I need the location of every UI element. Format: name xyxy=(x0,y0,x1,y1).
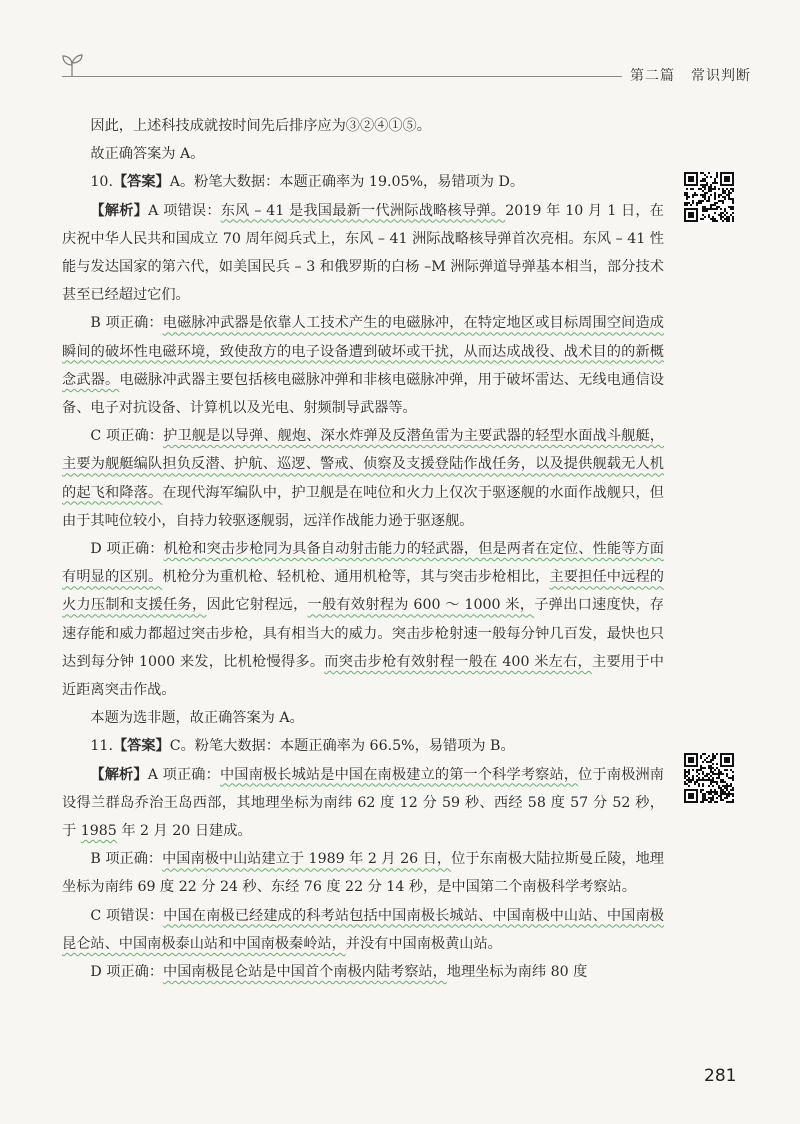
highlighted-text: 1985 xyxy=(80,823,117,840)
qr-code-icon[interactable] xyxy=(684,172,734,222)
text: 位于东南极大陆拉斯曼丘陵，地理坐标为南纬 69 度 22 分 24 秒、东经 76 度 22 分 14 秒，是中国第二个南极科学考察站。 xyxy=(62,851,664,896)
highlighted-text: 中国南极昆仑站是中国首个南极内陆考察站， xyxy=(163,964,447,981)
highlighted-text: 电磁脉冲武器是依靠人工技术产生的电磁脉冲，在特定地区或目标周围空间造成瞬间的破坏性电磁环境，致使敌方的电子设备遭到破坏或干扰，从而达成战役、战术目的的新概念武器。 xyxy=(62,315,664,388)
paragraph xyxy=(62,761,664,846)
paragraph xyxy=(62,309,664,422)
section-title xyxy=(630,65,751,85)
page-number: 281 xyxy=(704,1066,737,1086)
text: 主要用于中近距离突击作战。 xyxy=(62,653,664,699)
section-name: 常识判断 xyxy=(691,68,751,84)
text: 在现代海军编队中，护卫舰是在吨位和火力上仅次于驱逐舰的水面作战舰只，但由于其吨位较小，自持力较驱逐舰弱，远洋作战能力逊于驱逐舰。 xyxy=(62,484,664,529)
header-rule xyxy=(62,76,622,77)
text: D 项正确： xyxy=(90,964,164,981)
paragraph xyxy=(62,704,664,732)
text: 位于南极洲南设得兰群岛乔治王岛西部，其地理坐标为南纬 62 度 12 分 59 秒、西经 58 度 57 分 52 秒，于 xyxy=(62,766,664,840)
text: C。粉笔大数据：本题正确率为 66.5%，易错项为 B。 xyxy=(169,738,515,755)
highlighted-text: 中国南极中山站建立于 1989 年 2 月 26 日， xyxy=(162,851,452,868)
text: A 项错误： xyxy=(148,202,221,219)
highlighted-text: 中国南极长城站是中国在南极建立的第一个科学考察站， xyxy=(219,766,579,783)
text: 年 2 月 20 日建成。 xyxy=(116,823,252,840)
paragraph xyxy=(62,197,664,310)
text: 故正确答案为 A。 xyxy=(90,146,205,163)
paragraph xyxy=(62,902,664,958)
text: A 项正确： xyxy=(147,766,220,783)
answer-heading-11 xyxy=(62,732,664,760)
text: 并没有中国南极黄山站。 xyxy=(345,935,502,952)
text: C 项正确： xyxy=(90,428,164,445)
sprout-icon xyxy=(60,50,84,78)
highlighted-text: 而突击步枪有效射程一般在 400 米左右， xyxy=(324,653,593,670)
text: 本题为选非题，故正确答案为 A。 xyxy=(90,710,304,727)
text: 地理坐标为南纬 80 度 xyxy=(446,964,588,981)
answer-label: 【答案】 xyxy=(112,738,170,755)
paragraph xyxy=(62,112,664,140)
paragraph xyxy=(62,140,664,168)
text: C 项错误： xyxy=(90,907,164,924)
question-number: 10. xyxy=(90,174,113,191)
answer-explanation xyxy=(62,112,664,986)
paragraph xyxy=(62,845,664,901)
text: 因此它射程远， xyxy=(206,597,308,614)
text: D 项正确： xyxy=(90,541,164,558)
highlighted-text: 中国在南极已经建成的科考站包括中国南极长城站、中国南极中山站、中国南极昆仑站、中国南极泰山站和中国南极秦岭站， xyxy=(62,907,664,952)
text: 因此，上述科技成就按时间先后排序应为③②④①⑤。 xyxy=(90,118,431,134)
paragraph xyxy=(62,958,664,986)
highlighted-text: 机枪和突击步枪同为具备自动射击能力的轻武器，但是两者在定位、性能等方面有明显的区别。 xyxy=(62,541,664,586)
highlighted-text: 东风 – 41 是我国最新一代洲际战略核导弹。 xyxy=(220,202,506,219)
text: 子弹出口速度快，存速存能和威力都超过突击步枪，具有相当大的威力。突击步枪射速一般每分钟几百发，最快也只达到每分钟 1000 来发，比机枪慢得多。 xyxy=(62,597,664,670)
text: B 项正确： xyxy=(90,851,163,868)
qr-code-icon[interactable] xyxy=(684,753,734,803)
paragraph xyxy=(62,422,664,535)
highlighted-text: 一般有效射程为 600 ～ 1000 米， xyxy=(307,597,535,614)
analysis-label: 【解析】 xyxy=(90,766,148,783)
analysis-label: 【解析】 xyxy=(90,202,149,219)
text: 2019 年 10 月 1 日，在庆祝中华人民共和国成立 70 周年阅兵式上，东风 – 41 洲际战略核导弹首次亮相。东风 – 41 性能与发达国家的第六代，如美国民兵 – 3 和俄罗斯的白杨 –M 洲际弹道导弹基本相当，部分技术甚至已经超过它们。 xyxy=(62,202,664,304)
text: A。粉笔大数据：本题正确率为 19.05%，易错项为 D。 xyxy=(169,174,525,191)
highlighted-text: 护卫舰是以导弹、舰炮、深水炸弹及反潜鱼雷为主要武器的轻型水面战斗舰艇，主要为舰艇编队担负反潜、护航、巡逻、警戒、侦察及支援登陆作战任务，以及提供舰载无人机的起飞和降落。 xyxy=(62,428,664,501)
answer-label: 【答案】 xyxy=(112,174,170,191)
paragraph xyxy=(62,535,664,704)
text: 电磁脉冲武器主要包括核电磁脉冲弹和非核电磁脉冲弹，用于破坏雷达、无线电通信设备、电子对抗设备、计算机以及光电、射频制导武器等。 xyxy=(62,371,664,417)
answer-heading-10 xyxy=(62,168,664,196)
section-number: 第二篇 xyxy=(630,68,675,84)
question-number: 11. xyxy=(90,738,113,755)
text: B 项正确： xyxy=(90,315,163,332)
highlighted-text: 主要担任中远程的火力压制和支援任务， xyxy=(62,569,664,614)
text: 机枪分为重机枪、轻机枪、通用机枪等，其与突击步枪相比， xyxy=(162,569,550,586)
